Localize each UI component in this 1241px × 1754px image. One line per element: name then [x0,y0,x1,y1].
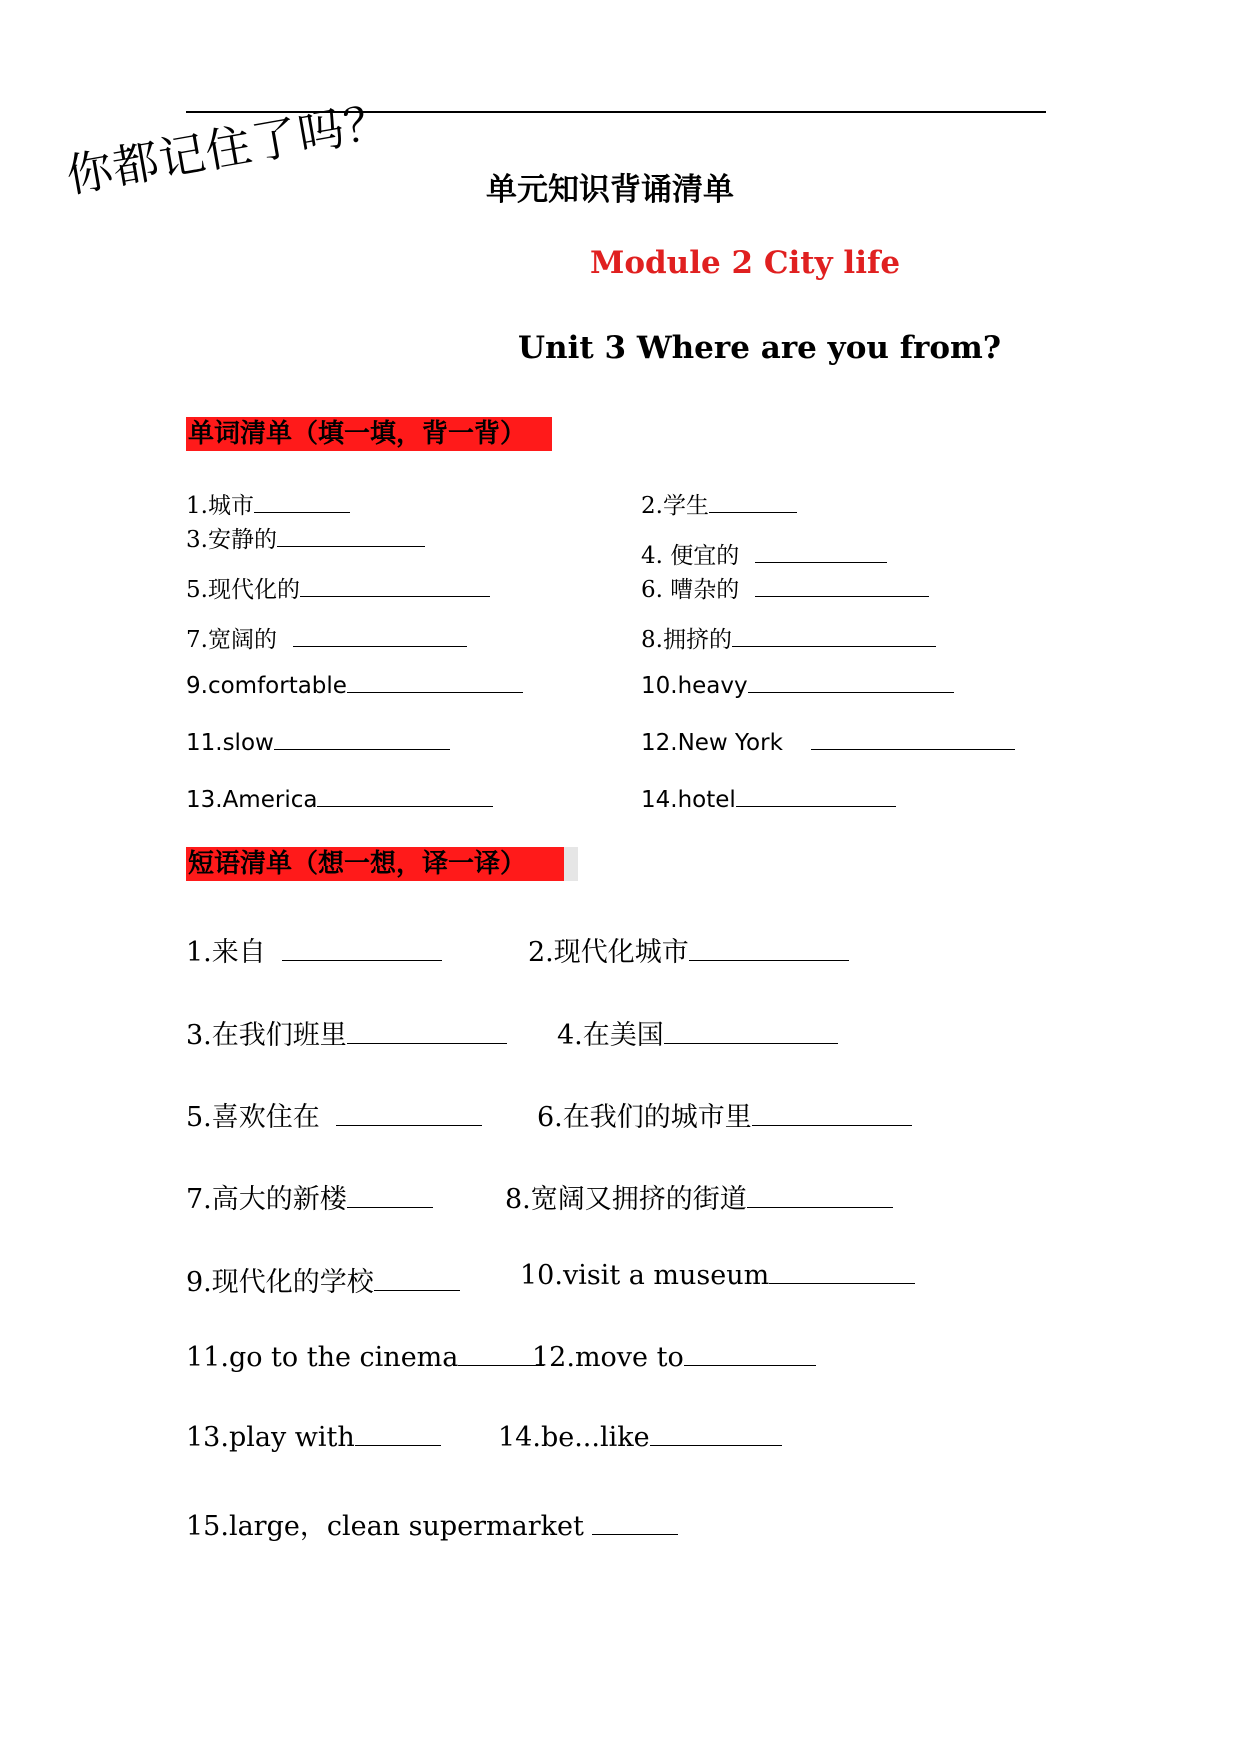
phrase-label: 1.来自 [186,937,266,968]
phrase-item-6 [537,1095,912,1134]
phrase-label: 12.move to [532,1342,684,1373]
module-title: Module 2 City life [590,245,901,281]
word-item-11 [186,727,450,756]
word-label: 14.hotel [641,787,736,813]
answer-blank[interactable] [650,1423,782,1446]
word-item-6 [641,571,929,604]
word-label: 7.宽阔的 [186,627,277,653]
answer-blank[interactable] [355,1423,441,1446]
word-label: 12.New York [641,730,783,756]
answer-blank[interactable] [282,938,442,961]
answer-blank[interactable] [752,1103,912,1126]
phrase-item-13 [186,1422,441,1453]
heading-highlight-tail [564,847,578,881]
answer-blank[interactable] [684,1343,816,1366]
word-item-1 [186,487,350,520]
phrase-item-9 [186,1260,460,1299]
word-label: 1.城市 [186,493,254,519]
word-label: 9.comfortable [186,673,347,699]
answer-blank[interactable] [293,624,467,647]
phrase-item-10 [520,1260,915,1291]
answer-blank[interactable] [755,574,929,597]
word-item-12 [641,727,1015,756]
phrase-item-15 [186,1504,678,1543]
word-label: 4. 便宜的 [641,543,740,569]
phrase-label: 4.在美国 [557,1020,664,1051]
answer-blank[interactable] [811,727,1015,750]
phrase-label: 9.现代化的学校 [186,1267,374,1298]
word-item-7 [186,621,467,654]
phrase-item-1 [186,930,442,969]
answer-blank[interactable] [748,670,954,693]
answer-blank[interactable] [709,490,797,513]
answer-blank[interactable] [254,490,350,513]
answer-blank[interactable] [769,1261,915,1284]
answer-blank[interactable] [755,540,887,563]
phrase-item-2 [528,930,849,969]
phrase-list-heading: 短语清单（想一想，译一译） [186,847,568,881]
word-item-13 [186,784,493,813]
phrase-item-14 [498,1422,782,1453]
unit-title: Unit 3 Where are you from? [518,330,1002,366]
answer-blank[interactable] [747,1185,893,1208]
word-item-8 [641,621,936,654]
word-item-10 [641,670,954,699]
slogan-handwritten: 你都记住了吗？ [62,92,396,204]
word-label: 3.安静的 [186,527,277,553]
word-list-heading: 单词清单（填一填，背一背） [186,417,552,451]
answer-blank[interactable] [317,784,493,807]
phrase-label: 13.play with [186,1422,355,1453]
phrase-item-3 [186,1013,507,1052]
page-title: 单元知识背诵清单 [486,172,734,208]
answer-blank[interactable] [274,727,450,750]
word-item-3 [186,521,425,554]
phrase-item-11 [186,1342,544,1373]
word-label: 6. 嘈杂的 [641,577,740,603]
answer-blank[interactable] [347,1185,433,1208]
phrase-label: 2.现代化城市 [528,937,689,968]
word-item-9 [186,670,523,699]
word-label: 10.heavy [641,673,748,699]
answer-blank[interactable] [277,524,425,547]
phrase-item-4 [557,1013,838,1052]
phrase-item-5 [186,1095,482,1134]
phrase-label: 7.高大的新楼 [186,1184,347,1215]
word-label: 5.现代化的 [186,577,300,603]
answer-blank[interactable] [664,1021,838,1044]
word-label: 11.slow [186,730,274,756]
phrase-item-8 [505,1177,893,1216]
answer-blank[interactable] [732,624,936,647]
phrase-label: 10.visit a museum [520,1260,770,1291]
answer-blank[interactable] [689,938,849,961]
phrase-label: 3.在我们班里 [186,1020,347,1051]
word-label: 13.America [186,787,318,813]
phrase-item-7 [186,1177,433,1216]
answer-blank[interactable] [736,784,896,807]
phrase-label: 11.go to the cinema [186,1342,459,1373]
phrase-label: 5.喜欢住在 [186,1102,320,1133]
word-label: 2.学生 [641,493,709,519]
answer-blank[interactable] [347,670,523,693]
answer-blank[interactable] [336,1103,482,1126]
word-item-5 [186,571,490,604]
phrase-item-12 [532,1342,816,1373]
answer-blank[interactable] [300,574,490,597]
answer-blank[interactable] [374,1268,460,1291]
word-label: 8.拥挤的 [641,627,732,653]
phrase-label: 15.large，clean supermarket [186,1511,584,1542]
phrase-label: 8.宽阔又拥挤的街道 [505,1184,747,1215]
phrase-label: 6.在我们的城市里 [537,1102,752,1133]
answer-blank[interactable] [347,1021,507,1044]
answer-blank[interactable] [592,1512,678,1535]
word-item-4 [641,537,887,570]
word-item-14 [641,784,896,813]
word-item-2 [641,487,797,520]
phrase-label: 14.be...like [498,1422,650,1453]
